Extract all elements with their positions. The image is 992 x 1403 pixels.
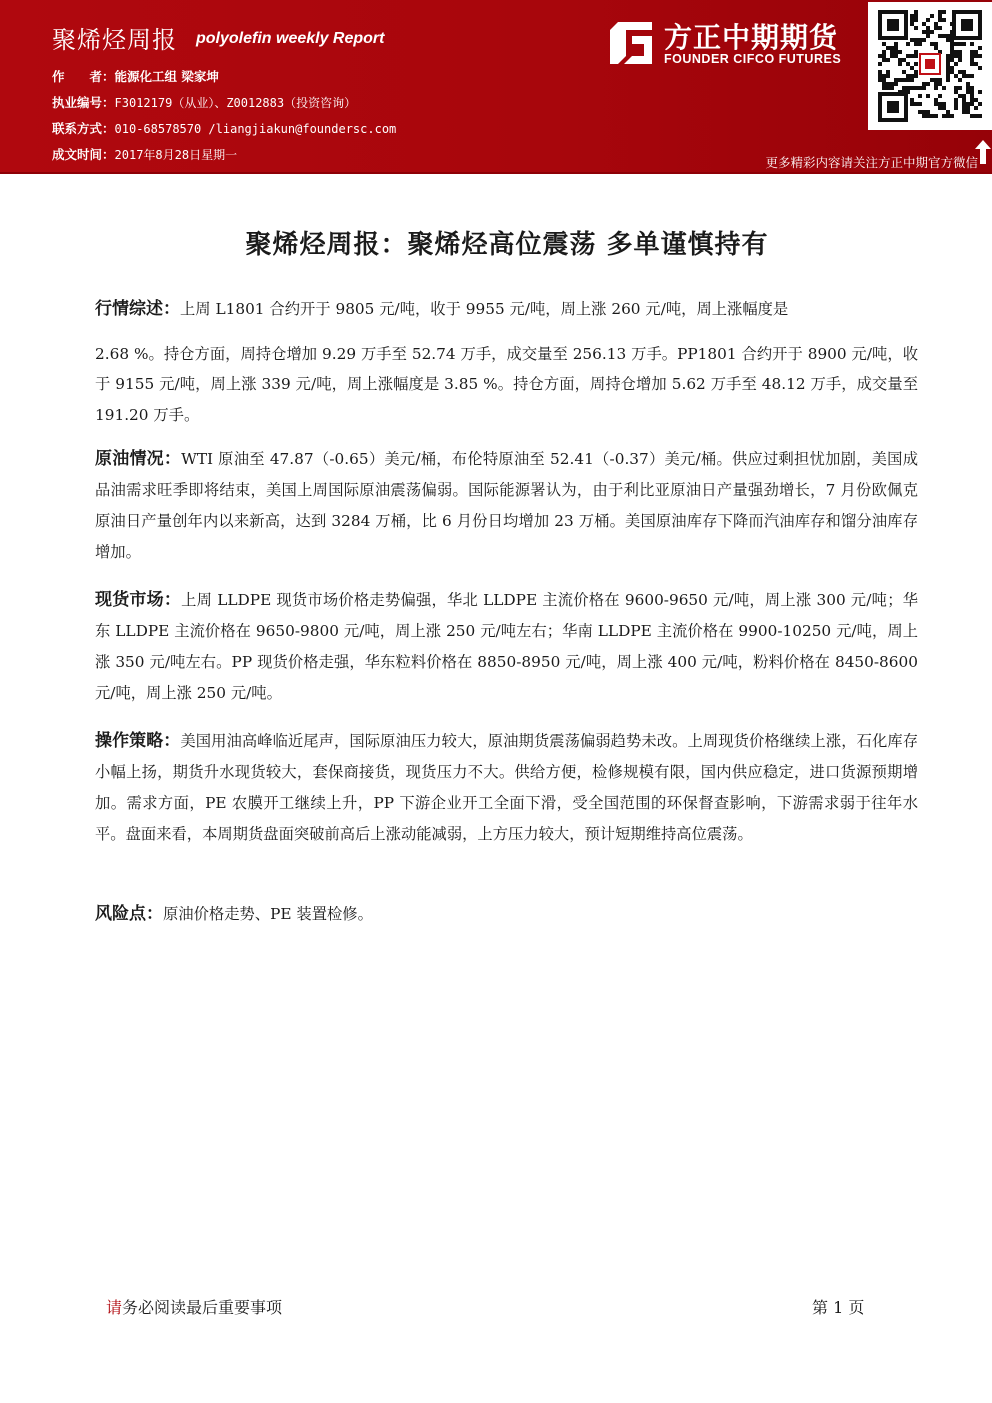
report-subtitle: polyolefin weekly Report <box>196 30 385 47</box>
contact-line <box>52 119 396 137</box>
section-body: 原油价格走势、PE 装置检修。 <box>163 905 373 923</box>
section-heading: 原油情况： <box>95 449 182 469</box>
author-line <box>52 67 219 85</box>
logo-chinese-name: 方正中期期货 <box>664 21 839 54</box>
license-value: F3012179（从业）、Z0012883（投资咨询） <box>114 96 357 110</box>
section-body: 2.68 %。持仓方面，周持仓增加 9.29 万手至 52.74 万手，成交量至 256.13 万手。PP1801 合约开于 8900 元/吨，收于 9155 元/吨，周上涨 339 元/吨，周上涨幅度是 3.85 %。持仓方面，周持仓增加 5.62 万手至 48.12 万手，成交量至 191.20 万手。 <box>95 344 918 424</box>
section-heading: 风险点： <box>95 904 163 924</box>
page-number: 第 1 页 <box>812 1298 865 1317</box>
section-first-line <box>95 294 918 325</box>
section-heading: 现货市场： <box>95 590 182 610</box>
footer-notice <box>106 1295 282 1318</box>
document-title: 聚烯烃周报：聚烯烃高位震荡 多单谨慎持有 <box>245 230 769 260</box>
date-value: 2017年8月28日星期一 <box>114 148 238 162</box>
qr-code-frame <box>868 2 992 130</box>
footer-notice-first-char: 请 <box>106 1298 123 1317</box>
section-risk <box>95 899 918 930</box>
section-body: 上周 LLDPE 现货市场价格走势偏强，华北 LLDPE 主流价格在 9600-9650 元/吨，周上涨 300 元/吨；华东 LLDPE 主流价格在 9650-9800 元/吨，周上涨 250 元/吨左右；华南 LLDPE 主流价格在 9900-10250 元/吨，周上涨 350 元/吨左右。PP 现货价格走强，华东粒料价格在 8850-8950 元/吨，周上涨 400 元/吨，粉料价格在 8450-8600 元/吨，周上涨 250 元/吨。 <box>95 591 919 702</box>
section-body: WTI 原油至 47.87（-0.65）美元/桶，布伦特原油至 52.41（-0.37）美元/桶。供应过剩担忧加剧，美国成品油需求旺季即将结束，美国上周国际原油震荡偏弱。国际能源署认为，由于利比亚原油日产量强劲增长，7 月份欧佩克原油日产量创年内以来新高，达到 3284 万桶，比 6 月份日均增加 23 万桶。美国原油库存下降而汽油库存和馏分油库存增加。 <box>95 450 919 561</box>
report-title: 聚烯烃周报 <box>52 26 177 54</box>
author-value: 能源化工组 梁家坤 <box>114 69 219 84</box>
section-strategy <box>95 726 918 850</box>
contact-value: 010-68578570 /liangjiakun@foundersc.com <box>114 122 397 136</box>
section-body: 美国用油高峰临近尾声，国际原油压力较大，原油期货震荡偏弱趋势未改。上周现货价格继续上涨，石化库存小幅上扬，期货升水现货较大，套保商接货，现货压力不大。供给方便，检修规模有限，国内供应稳定，进口货源预期增加。需求方面，PE 农膜开工继续上升，PP 下游企业开工全面下滑，受全国范围的环保督查影响，下游需求弱于往年水平。盘面来看，本周期货盘面突破前高后上涨动能减弱，上方压力较大，预计短期维持高位震荡。 <box>95 732 918 843</box>
license-line <box>52 93 356 111</box>
section-spot-market <box>95 585 918 709</box>
founder-logo-icon <box>608 20 654 66</box>
section-heading: 操作策略： <box>95 731 181 751</box>
section-first-line-text: 上周 L1801 合约开于 9805 元/吨，收于 9955 元/吨，周上涨 260 元/吨，周上涨幅度是 <box>180 300 789 318</box>
banner-divider <box>0 172 992 184</box>
logo-english-name: FOUNDER CIFCO FUTURES <box>664 52 842 66</box>
up-arrow-icon <box>975 140 991 164</box>
header-banner <box>0 0 992 172</box>
contact-label: 联系方式： <box>52 121 115 136</box>
wechat-follow-note: 更多精彩内容请关注方正中期官方微信 <box>765 155 978 170</box>
date-label: 成文时间： <box>52 147 115 162</box>
footer-notice-rest: 务必阅读最后重要事项 <box>122 1298 283 1317</box>
section-heading: 行情综述： <box>95 299 180 319</box>
author-label: 作 者： <box>52 69 115 84</box>
qr-code-icon <box>868 2 992 130</box>
date-line <box>52 145 237 163</box>
license-label: 执业编号： <box>52 95 115 110</box>
section-market-summary <box>95 294 918 430</box>
section-crude-oil <box>95 444 918 568</box>
